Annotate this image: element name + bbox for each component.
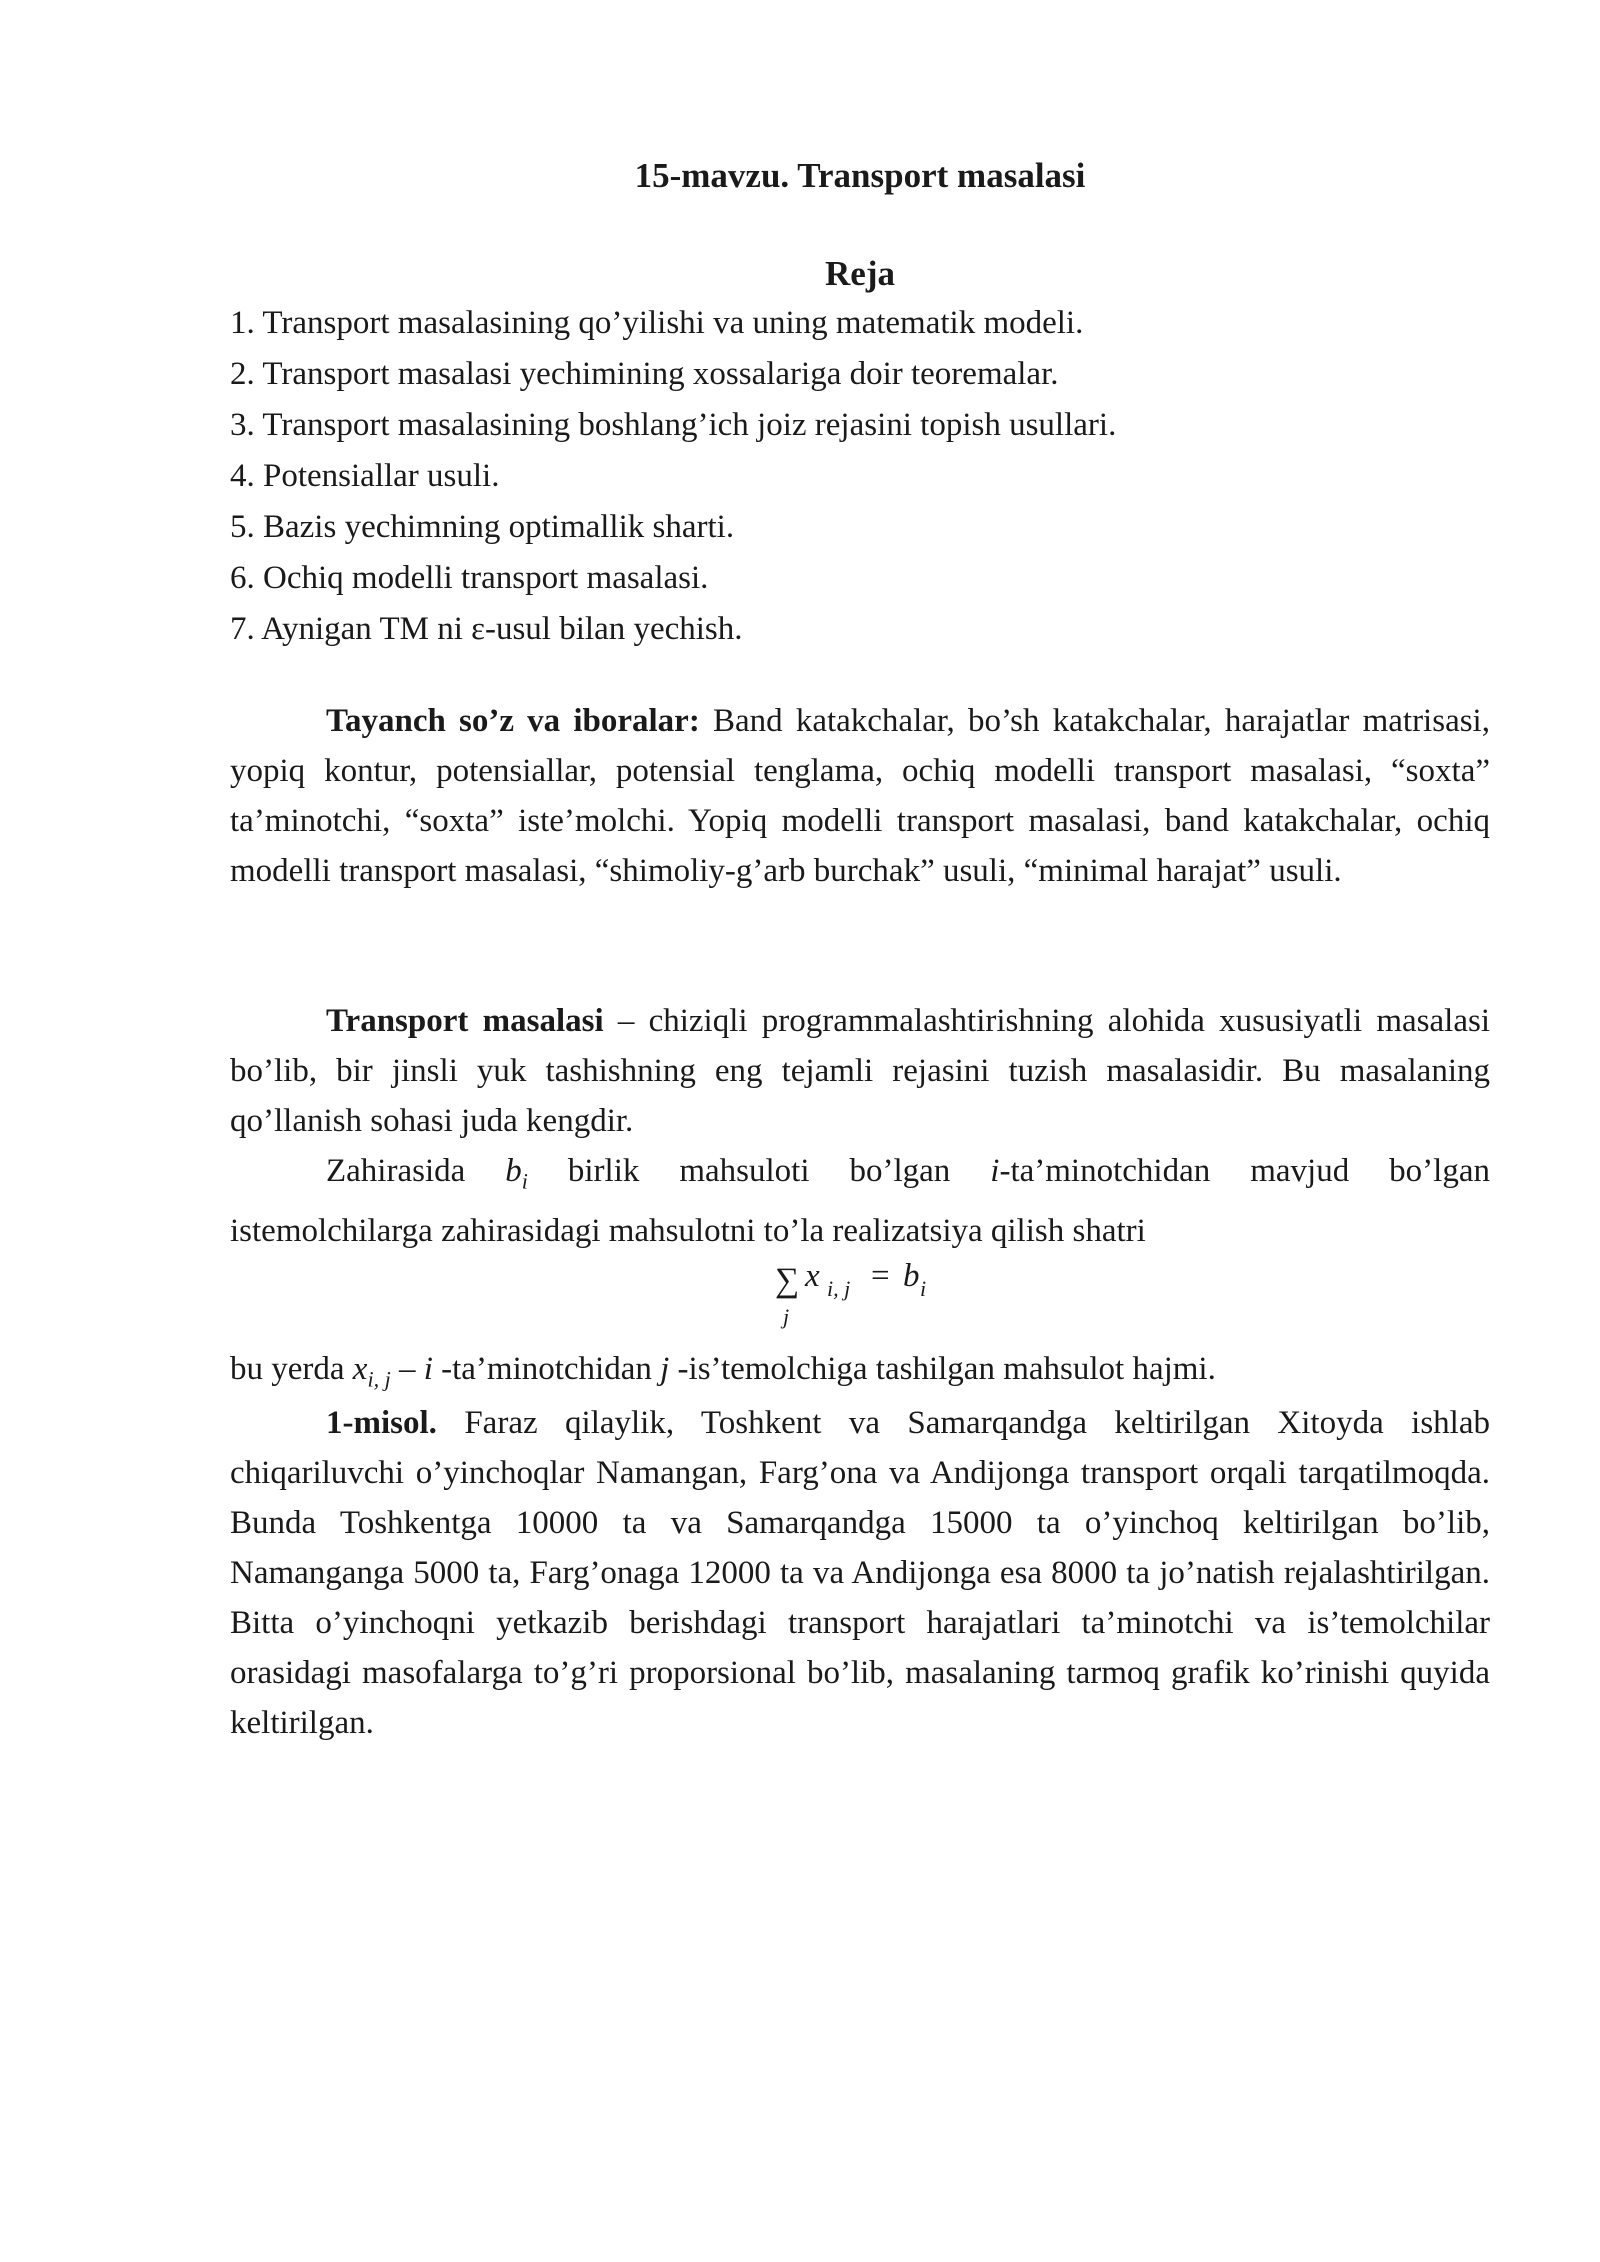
where-line: bu yerda $x_{i, j}$ – i -ta’minotchidan j -is’temolchiga tashilgan mahsulot hajmi. — [230, 1351, 1216, 1392]
sum-symbol: ∑ — [775, 1262, 800, 1299]
plan-heading: Reja — [825, 254, 895, 293]
plan-item: 4. Potensiallar usuli. — [230, 458, 500, 494]
supply-line-2: istemolchilarga zahirasidagi mahsulotni to’la realizatsiya qilish shatri — [230, 1213, 1146, 1249]
keywords-paragraph — [230, 696, 1490, 896]
definition-text: – chiziqli programmalashtirishning alohida xususiyatli masalasi bo’lib, bir jinsli yuk tashishning eng tejamli rejasini tuzish masalasidir. Bu masalaning qo’llanish sohasi juda kengdir. — [230, 1003, 1491, 1139]
definition-label: Transport masalasi — [326, 1003, 604, 1039]
var-b: b — [505, 1153, 522, 1189]
document-title: 15-mavzu. Transport masalasi — [634, 156, 1086, 195]
example-paragraph — [230, 1398, 1490, 1748]
plan-item: 6. Ochiq modelli transport masalasi. — [230, 560, 709, 596]
sum-formula: ∑ x i, j = b i j — [775, 1258, 927, 1329]
plan-item: 7. Aynigan TM ni ε-usul bilan yechish. — [230, 611, 743, 647]
keywords-text: Band katakchalar, bo’sh katakchalar, harajatlar matrisasi, yopiq kontur, potensiallar, potensial tenglama, ochiq modelli transport masalasi, “soxta” ta’minotchi, “soxta” iste’molchi. Yopiq modelli transport masalasi, band katakchalar, ochiq modelli transport masalasi, “shimoliy-g’arb burchak” usuli, “minimal harajat” usuli. — [230, 703, 1490, 889]
plan-list — [230, 298, 1116, 655]
plan-item: 5. Bazis yechimning optimallik sharti. — [230, 509, 735, 545]
definition-paragraph — [230, 996, 1490, 1146]
supply-line: Zahirasida $b_i$ birlik mahsuloti bo’lgan i-ta’minotchidan mavjud bo’lgan — [326, 1153, 1490, 1194]
var-i: i — [990, 1153, 1000, 1189]
plan-item: 3. Transport masalasining boshlang’ich joiz rejasini topish usullari. — [230, 407, 1117, 443]
plan-item: 2. Transport masalasi yechimining xossalariga doir teoremalar. — [230, 356, 1059, 392]
example-label: 1-misol. — [326, 1405, 437, 1441]
plan-item: 1. Transport masalasining qo’yilishi va uning matematik modeli. — [230, 305, 1084, 341]
example-text: Faraz qilaylik, Toshkent va Samarqandga keltirilgan Xitoyda ishlab chiqariluvchi o’yinchoqlar Namangan, Farg’ona va Andijonga transport orqali tarqatilmoqda. Bunda Toshkentga 10000 ta va Samarqandga 15000 ta o’yinchoq keltirilgan bo’lib, Namanganga 5000 ta, Farg’onaga 12000 ta va Andijonga esa 8000 ta jo’natish rejalashtirilgan. Bitta o’yinchoqni yetkazib berishdagi transport harajatlari ta’minotchi va is’temolchilar orasidagi masofalarga to’g’ri proporsional bo’lib, masalaning tarmoq grafik ko’rinishi quyida keltirilgan. — [230, 1405, 1490, 1741]
keywords-label: Tayanch so’z va iboralar: — [326, 703, 700, 739]
